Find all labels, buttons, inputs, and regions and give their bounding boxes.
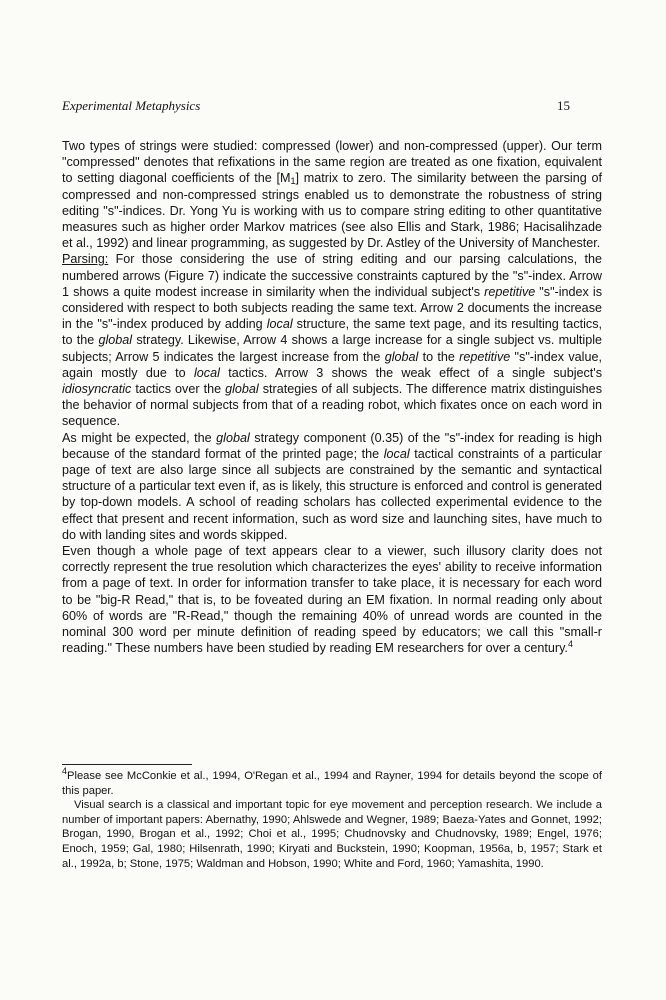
footnote-4: [62, 766, 602, 798]
paragraph-illusory-clarity: [62, 543, 602, 656]
text-run: For those considering the use of string editing and our parsing calculations, the numbered arrows (Figure 7) indicate the successive constraints captured by the "s"-index. Arrow 1 shows a quite modest increase in similarity when the individual subject's: [62, 252, 602, 299]
page-number: 15: [557, 98, 570, 113]
footnote-marker: 4: [62, 766, 68, 776]
text-run: structure, the same text page, and its resulting tactics, to the: [62, 317, 603, 348]
body-text: [62, 138, 602, 657]
emphasis: global: [216, 430, 250, 445]
text-run: As might be expected, the: [62, 430, 217, 445]
running-title: Experimental Metaphysics: [62, 98, 201, 113]
emphasis: global: [225, 382, 259, 397]
subscript: 1: [290, 176, 296, 187]
emphasis: idiosyncratic: [62, 382, 132, 397]
footnote-divider: [62, 764, 192, 765]
text-run: "s"-index is considered with respect to both subjects reading the same text. Arrow 2 documents the increase in the "s"-index produced by adding: [62, 284, 603, 332]
text-run: Even though a whole page of text appears clear to a viewer, such illusory clarity does not correctly represent the true resolution which characterizes the eyes' ability to receive information from a page of text. In order for information transfer to take place, it is necessary for each word to be "big-R Read," that is, to be foveated during an EM fixation. In normal reading only about 60% of words are "R-Read," though the remaining 40% of unread words are counted in the nominal 300 word per minute definition of reading speed by educators; we call this "small-r reading." These numbers have been studied by reading EM researchers for over a century.: [62, 544, 602, 656]
text-run: tactics. Arrow 3 shows the weak effect of a single subject's: [219, 365, 602, 380]
text-run: tactical constraints of a particular page of text are also large since all subjects are constrained by the semantic and syntactical structure of a particular text even if, as is likely, this structure is enforced and control is generated by top-down models. A school of reading scholars has collected experimental evidence to the effect that present and recent information, such as word size and launching sites, have much to do with landing sites and words skipped.: [62, 446, 602, 542]
text-run: Two types of strings were studied: compressed (lower) and non-compressed (upper). Our term "compressed" denotes that refixations in the same region are treated as one fixation, equivalent to setting diagonal coefficients of the [M: [62, 139, 602, 186]
emphasis: local: [194, 365, 220, 380]
emphasis: repetitive: [459, 349, 511, 364]
emphasis: global: [98, 333, 133, 348]
paragraph-global-strategy: [62, 430, 602, 543]
footnote-text: Please see McConkie et al., 1994, O'Regan et al., 1994 and Rayner, 1994 for details beyond the scope of this paper.: [62, 770, 602, 797]
emphasis: local: [383, 446, 410, 461]
text-run: "s"-index value, again mostly due to: [62, 349, 602, 380]
footnotes: [62, 766, 602, 871]
text-run: tactics over the: [131, 382, 226, 397]
footnote-continuation: Visual search is a classical and important topic for eye movement and perception research. We include a number of important papers: Abernathy, 1990; Ahlswede and Wegner, 1989; Baeza-Yates and Gonnet, 1992; Brogan, 1990, Brogan et al., 1992; Choi et al., 1995; Chudnovsky and Chudnovsky, 1989; Engel, 1976; Enoch, 1959; Gal, 1980; Hilsenrath, 1990; Kiryati and Buckstein, 1990; Koopman, 1956a, b, 1957; Stark et al., 1992a, b; Stone, 1975; Waldman and Hobson, 1990; White and Ford, 1960; Yamashita, 1990.: [62, 799, 602, 870]
emphasis: repetitive: [484, 284, 536, 299]
text-run: strategy. Likewise, Arrow 4 shows a large increase for a single subject vs. multiple subjects; Arrow 5 indicates the largest increase from the: [62, 333, 603, 364]
paragraph-string-types: [62, 138, 602, 251]
footnote-reference: 4: [567, 639, 573, 650]
emphasis: global: [384, 349, 419, 364]
text-run: strategy component (0.35) of the "s"-index for reading is high because of the standard format of the printed page; the: [62, 430, 602, 461]
paragraph-parsing: [62, 251, 602, 429]
paragraph-lead: Parsing:: [62, 252, 109, 267]
text-run: to the: [418, 349, 460, 364]
text-run: ] matrix to zero. The similarity between the parsing of compressed and non-compressed strings enabled us to demonstrate the robustness of string editing "s"-indices. Dr. Yong Yu is working with us to compare string editing to other quantitative measures such as higher order Markov matrices (see also Ellis and Stark, 1986; Hacisalihzade et al., 1992) and linear programming, as suggested by Dr. Astley of the University of Manchester.: [62, 171, 602, 251]
text-run: strategies of all subjects. The difference matrix distinguishes the behavior of normal subjects from that of a reading robot, which fixates once on each word in sequence.: [62, 382, 602, 429]
emphasis: local: [266, 317, 293, 332]
